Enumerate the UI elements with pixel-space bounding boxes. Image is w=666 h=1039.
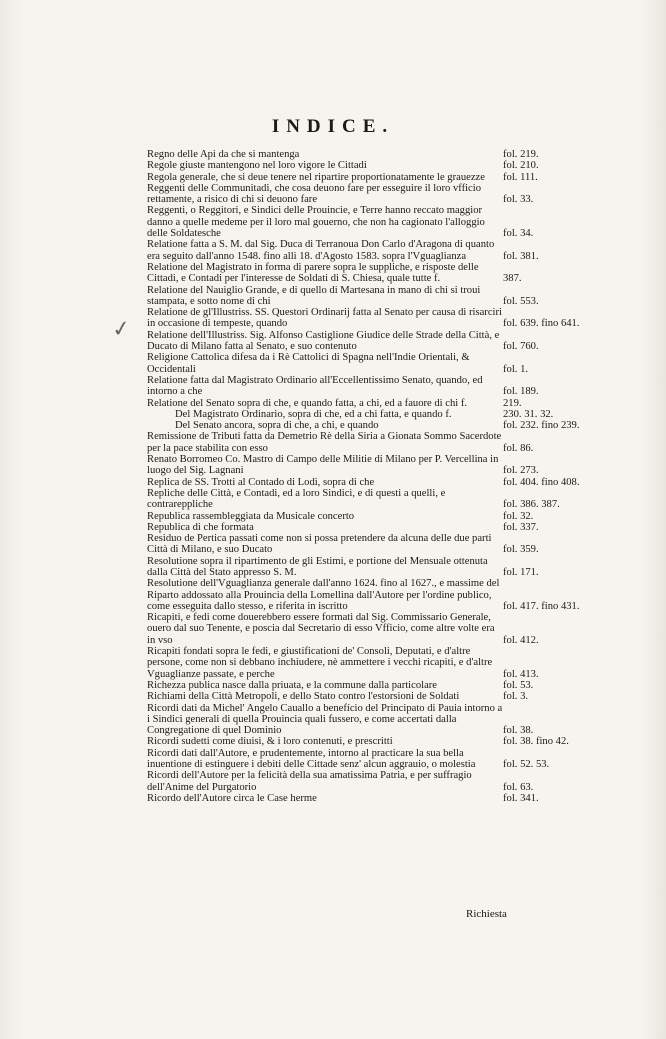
entry-folio: fol. 341. xyxy=(503,792,539,804)
index-entry xyxy=(147,522,573,533)
entry-folio: 230. 31. 32. xyxy=(503,408,554,420)
index-entry xyxy=(147,748,573,771)
index-entry xyxy=(147,556,573,579)
entry-folio: fol. 38. fino 42. xyxy=(503,736,569,748)
entry-folio: fol. 111. xyxy=(503,171,538,183)
entry-folio: fol. 219. xyxy=(503,149,539,160)
entry-folio: fol. 3. xyxy=(503,691,529,703)
index-entry xyxy=(147,160,573,171)
entry-folio: fol. 1. xyxy=(503,363,529,375)
index-entry xyxy=(147,578,580,612)
entry-text: Relatione del Nauiglio Grande, e di quello di Martesana in mano di chi si troui stampata, e sotto nome di chi xyxy=(147,284,481,307)
entry-text: Resolutione dell'Vguaglianza generale dall'anno 1624. fino al 1627., e massime del Riparto addossato alla Prouincia della Lomellina dall'Autore per l'ordine publico, come esseguita dallo stesso, e riferita in iscritto xyxy=(147,578,500,612)
index-entry xyxy=(147,431,573,454)
entry-folio: fol. 86. xyxy=(503,442,534,454)
entry-folio: fol. 412. xyxy=(503,634,539,646)
entry-folio: fol. 52. 53. xyxy=(503,759,550,771)
entry-folio: fol. 381. xyxy=(503,250,539,262)
entry-folio: fol. 210. xyxy=(503,160,539,172)
entry-text: Ricapiti, e fedi come douerebbero essere formati dal Sig. Commissario Generale, ouero dal suo Tenente, e poscia dal Secretario di esso Vfficio, come altre volte era in vso xyxy=(147,612,495,646)
index-entry xyxy=(147,646,573,680)
index-entry xyxy=(147,285,573,308)
entry-folio: fol. 189. xyxy=(503,386,539,398)
entry-text: Religione Cattolica difesa da i Rè Cattolici di Spagna nell'Indie Orientali, & Occidentali xyxy=(147,352,470,375)
index-entry xyxy=(147,736,573,747)
entry-folio: fol. 273. xyxy=(503,465,539,477)
index-entry xyxy=(147,239,573,262)
entry-text: Relatione del Senato sopra di che, e quando fatta, a chi, ed a fauore di chi f. xyxy=(147,397,468,409)
entry-text: Relatione fatta a S. M. dal Sig. Duca di Terranoua Don Carlo d'Aragona di quanto era seguito dall'anno 1548. fino alli 18. d'Agosto 1583. sopra l'Vguaglianza xyxy=(147,239,495,262)
index-entry xyxy=(147,511,573,522)
entry-text: Ricordo dell'Autore circa le Case herme xyxy=(147,792,317,804)
entry-folio: fol. 232. fino 239. xyxy=(503,420,580,432)
index-entry xyxy=(147,307,580,330)
index-entry xyxy=(147,703,573,737)
entry-folio: fol. 386. 387. xyxy=(503,499,560,511)
entry-folio: fol. 34. xyxy=(503,228,534,240)
index-entry xyxy=(147,488,573,511)
index-entry xyxy=(147,770,573,793)
entry-text: Ricordi dati da Michel' Angelo Cauallo a benefício del Principato di Pauia intorno a i Sindici generali di quella Prouincia quali fussero, e come accertati dalla Congregatione di quel Dominio xyxy=(147,702,503,737)
entry-text: Del Magistrato Ordinario, sopra di che, ed a chi fatta, e quando f. xyxy=(175,408,452,420)
entry-folio: fol. 53. xyxy=(503,679,534,691)
entry-text: Reggenti, o Reggitori, e Sindici delle Prouincie, e Terre hanno reccato maggior danno a quelle medeme per il loro mal gouerno, che non ha cagionato l'alloggio delle Soldatesche xyxy=(147,205,485,240)
entry-text: Remissione de Tributi fatta da Demetrio Rè della Siria a Gionata Sommo Sacerdote per la pace stabilita con esso xyxy=(147,431,502,454)
index-entry xyxy=(147,409,573,420)
entry-text: Ricapiti fondati sopra le fedi, e giustificationi de' Consoli, Deputati, e d'altre persone, come non si debbano inchiudere, nè ammettere i vecchi ricapiti, e d'altre Vguaglianze passate, e perche xyxy=(147,646,493,680)
entry-text: Regole giuste mantengono nel loro vigore le Cittadi xyxy=(147,160,367,172)
entry-folio: fol. 171. xyxy=(503,566,539,578)
entry-folio: fol. 639. fino 641. xyxy=(503,318,580,330)
index-entry xyxy=(147,205,573,239)
index-entry xyxy=(147,352,573,375)
page-title: INDICE. xyxy=(271,116,395,137)
index-entry xyxy=(147,476,580,488)
entry-folio: fol. 553. xyxy=(503,295,539,307)
index-entry xyxy=(147,691,573,702)
entry-folio: fol. 760. xyxy=(503,341,539,353)
index-entry xyxy=(147,793,573,804)
index-entry xyxy=(147,172,573,183)
entry-folio: 219. xyxy=(503,397,522,409)
catchword: Richiesta xyxy=(466,908,507,920)
entry-text: Reggenti delle Communitadi, che cosa deuono fare per esseguire il loro vfficio rettamente, a risico di chi si deuono fare xyxy=(147,182,481,206)
index-entry xyxy=(147,533,573,556)
index-entry xyxy=(147,330,573,353)
entry-folio: fol. 38. xyxy=(503,725,534,737)
entry-text: Republica rassembleggiata da Musicale concerto xyxy=(147,510,355,522)
entry-folio: fol. 337. xyxy=(503,521,539,533)
entry-text: Ricordi dell'Autore per la felicità della sua amatissima Patria, e per suffragio dell'Anime del Purgatorio xyxy=(147,770,472,793)
index-entry xyxy=(147,375,573,398)
index-entry xyxy=(147,420,580,432)
entry-folio: fol. 417. fino 431. xyxy=(503,600,580,612)
entry-text: Richiami della Città Metropoli, e dello Stato contro l'estorsioni de Soldati xyxy=(147,691,460,703)
entry-text: Residuo de Pertica passati come non si possa pretendere da alcuna delle due parti Città di Milano, e suo Ducato xyxy=(147,533,492,556)
entry-folio: fol. 413. xyxy=(503,668,539,680)
entry-text: Repliche delle Città, e Contadi, ed a loro Sindici, e di questi a quelli, e contrareppliche xyxy=(147,487,446,511)
entry-folio: fol. 404. fino 408. xyxy=(503,476,580,488)
entry-text: Del Senato ancora, sopra di che, a chi, e quando xyxy=(175,420,379,432)
entry-text: Regno delle Api da che si mantenga xyxy=(147,149,300,160)
entry-folio: 387. xyxy=(503,273,522,285)
index-entry xyxy=(147,149,573,160)
entry-text: Republica di che formata xyxy=(147,521,254,533)
entry-text: Ricordi sudetti come diuisi, & i loro contenuti, e prescritti xyxy=(147,736,393,748)
entry-folio: fol. 33. xyxy=(503,194,534,206)
entry-text: Replica de SS. Trotti al Contado di Lodi, sopra di che xyxy=(147,476,375,488)
entry-folio: fol. 63. xyxy=(503,781,534,793)
index-entry xyxy=(147,612,573,646)
margin-check-mark: ✓ xyxy=(110,314,133,343)
entry-text: Relatione de gl'Illustriss. SS. Questori Ordinarij fatta al Senato per causa di risarciri in occasione di tempeste, quando xyxy=(147,307,502,330)
entry-text: Relatione dell'Illustriss. Sig. Alfonso Castiglione Giudice delle Strade della Città, e Ducato di Milano fatta al Senato, e suo contenuto xyxy=(147,329,500,353)
entry-text: Relatione fatta dal Magistrato Ordinario all'Eccellentissimo Senato, quando, ed intorno a che xyxy=(147,374,483,398)
entry-text: Richezza publica nasce dalla priuata, e la commune dalla particolare xyxy=(147,679,438,691)
entry-text: Renato Borromeo Co. Mastro di Campo delle Militie di Milano per P. Vercellina in luogo del Sig. Lagnani xyxy=(147,454,499,477)
index-list xyxy=(147,149,580,804)
entry-folio: fol. 359. xyxy=(503,544,539,556)
index-entry xyxy=(147,183,573,206)
entry-text: Regola generale, che si deue tenere nel ripartire proportionatamente le grauezze xyxy=(147,171,485,183)
index-entry xyxy=(147,454,573,477)
entry-text: Resolutione sopra il ripartimento de gli Estimi, e portione del Mensuale ottenuta dalla Città del Stato appresso S. M. xyxy=(147,555,488,578)
index-entry xyxy=(147,398,573,409)
index-entry xyxy=(147,262,573,285)
index-entry xyxy=(147,680,573,691)
entry-text: Ricordi dati dall'Autore, e prudentemente, intorno al practicare la sua bella inuentione di estinguere i debiti delle Cittade senz' alcun aggrauio, o molestia xyxy=(147,747,476,771)
entry-text: Relatione del Magistrato in forma di parere sopra le suppliche, e risposte delle Cittadi, e Contadi per l'interesse de Soldati di S. Chiesa, quale tutte f. xyxy=(147,261,479,285)
entry-folio: fol. 32. xyxy=(503,510,534,522)
